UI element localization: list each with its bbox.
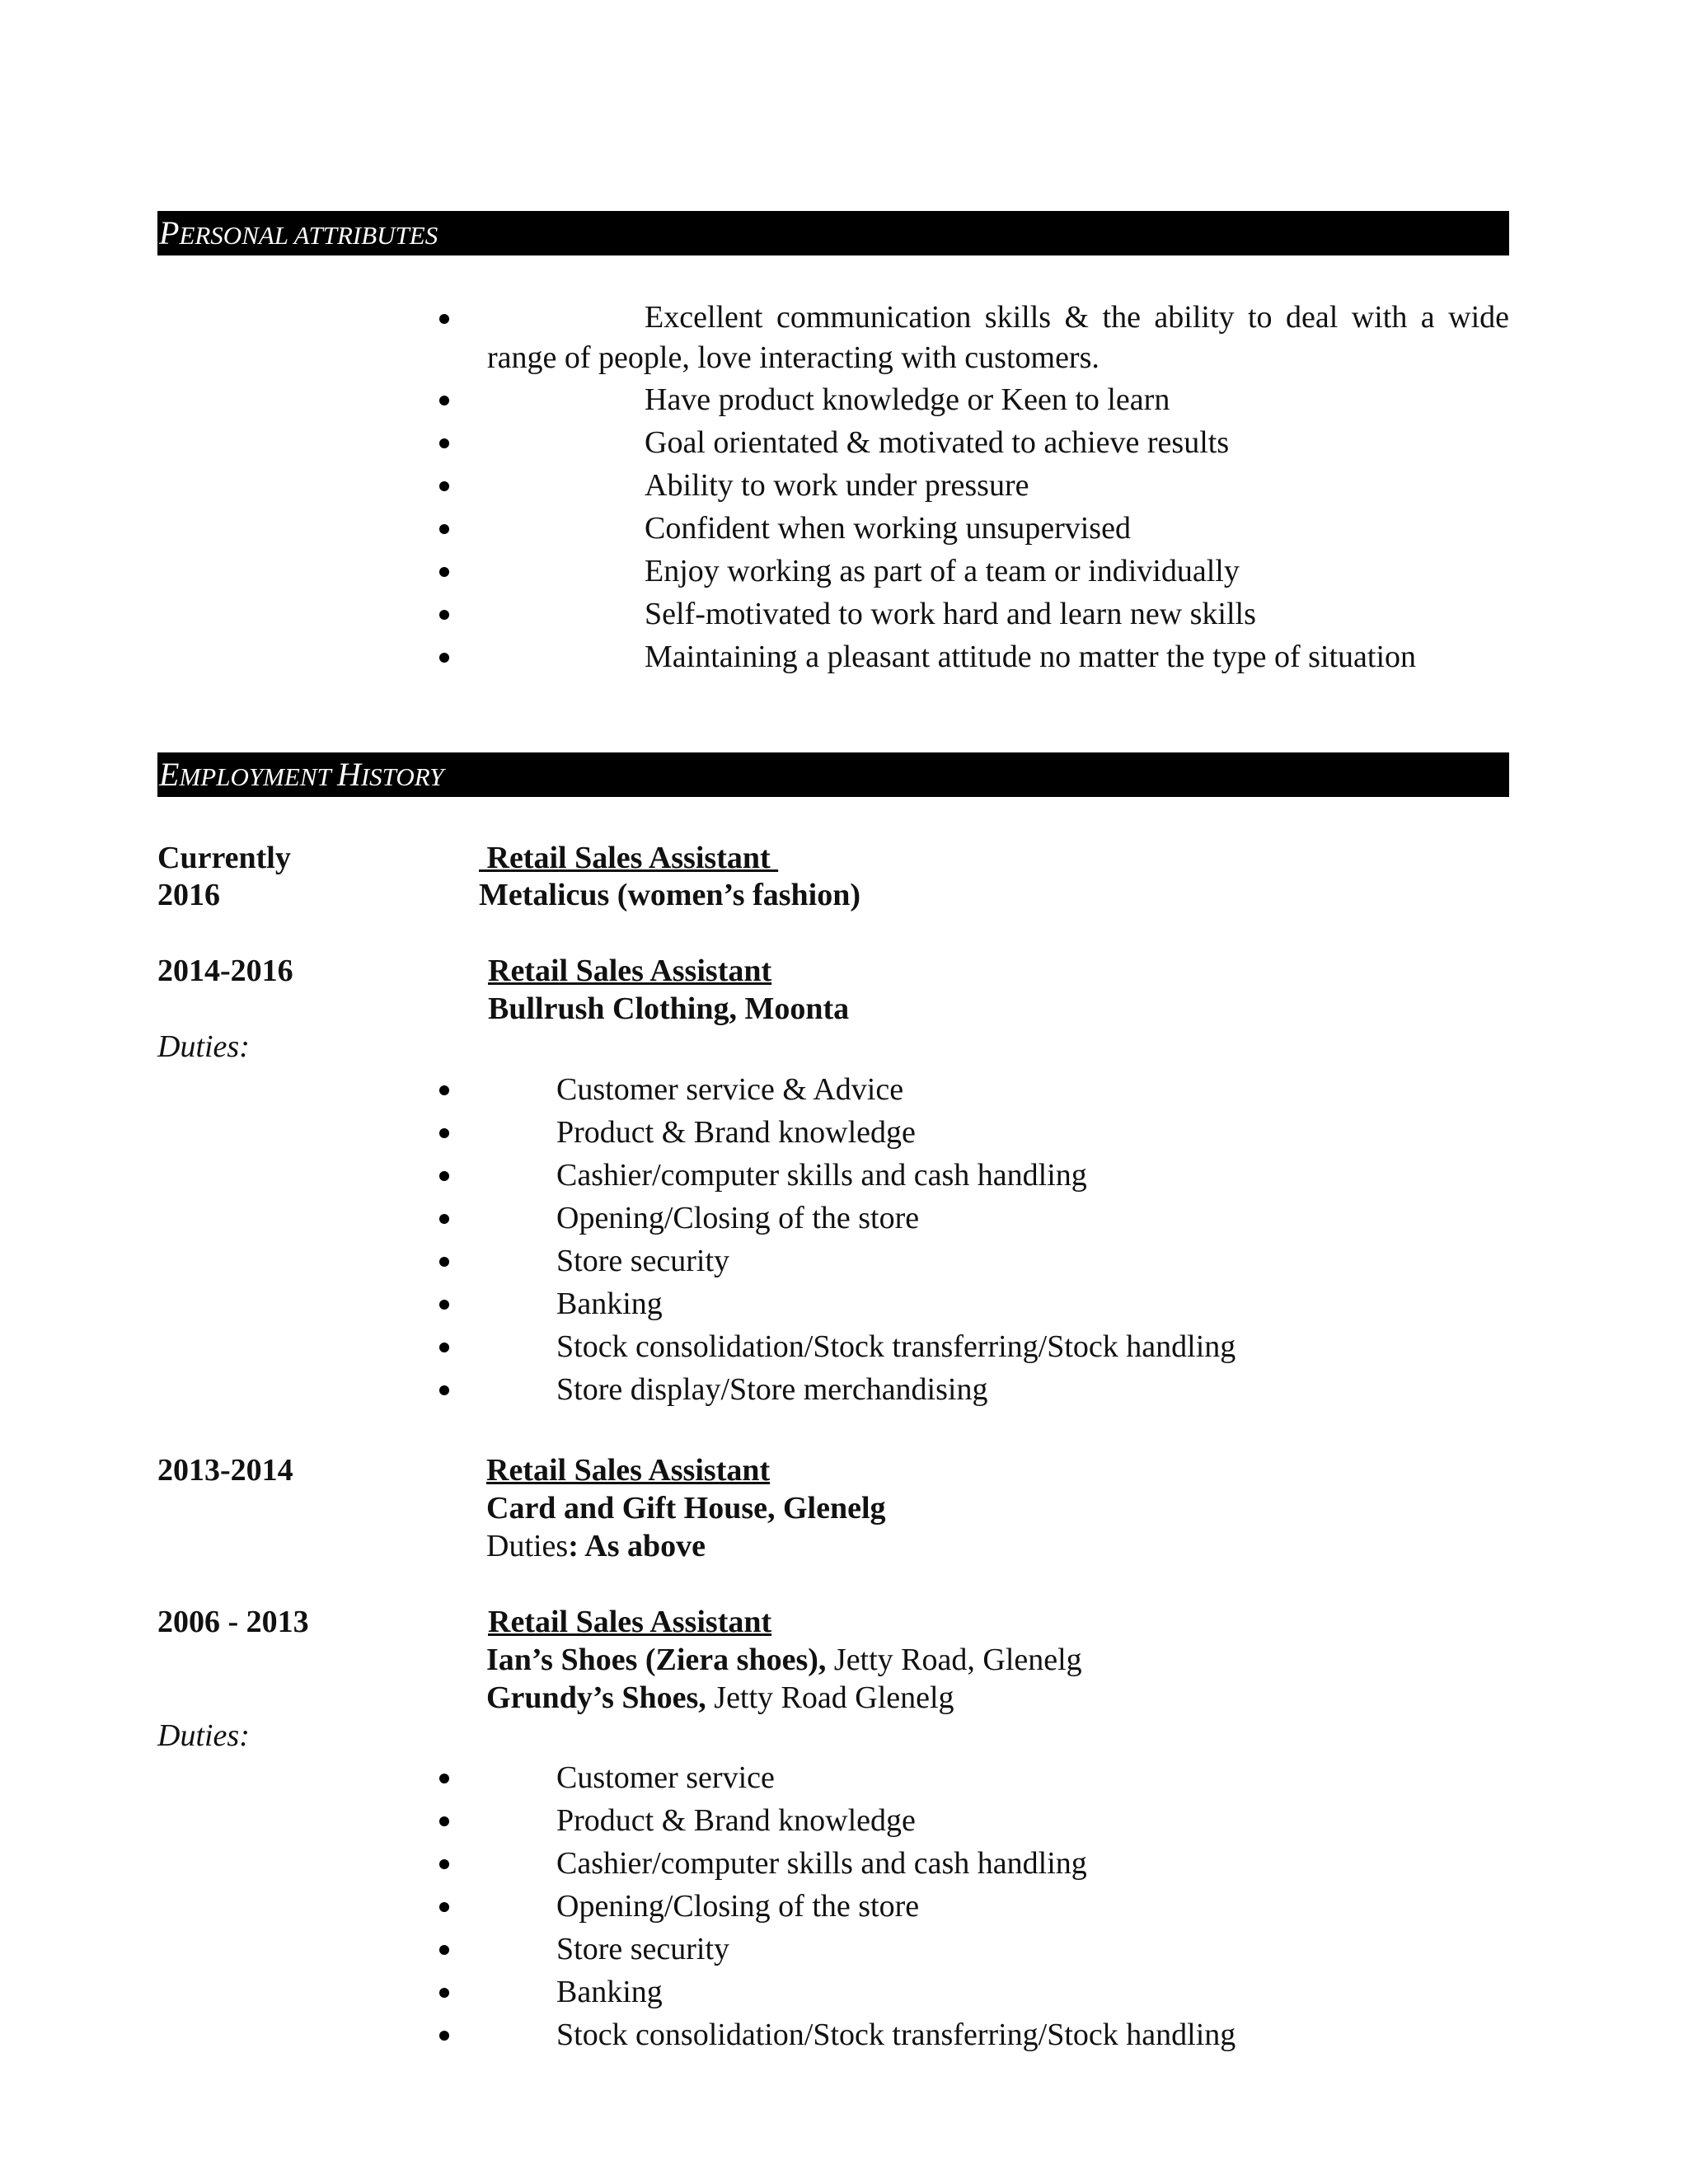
job-date: Currently [157, 841, 291, 875]
heading-cap: E [159, 756, 180, 793]
list-item [425, 593, 1509, 635]
list-item-text: Confident when working unsupervised [645, 511, 1131, 546]
bullet-icon [439, 1859, 449, 1869]
list-item-text: Maintaining a pleasant attitude no matter the type of situation [645, 640, 1417, 674]
bullet-icon [439, 1128, 449, 1138]
employer-location: Jetty Road Glenelg [706, 1680, 954, 1715]
bullet-icon [439, 1945, 449, 1955]
list-item-text: Cashier/computer skills and cash handling [556, 1158, 1087, 1193]
list-item-text: Store display/Store merchandising [556, 1372, 988, 1407]
job-date: 2013-2014 [157, 1453, 293, 1488]
list-item-text: Opening/Closing of the store [556, 1889, 920, 1924]
bullet-icon [439, 653, 449, 663]
heading-rest: ERSONAL ATTRIBUTES [179, 221, 438, 250]
list-item-text: Enjoy working as part of a team or individually [645, 554, 1240, 588]
employer-location: Jetty Road, Glenelg [826, 1643, 1082, 1677]
bullet-icon [439, 1300, 449, 1310]
job-date: 2016 [157, 878, 220, 912]
bullet-icon [439, 1816, 449, 1826]
job-title: Retail Sales Assistant [488, 1605, 772, 1639]
duties-prefix: Duties [486, 1529, 569, 1563]
bullet-icon [439, 1774, 449, 1783]
job-employer: Bullrush Clothing, Moonta [488, 991, 850, 1026]
list-item-text: Stock consolidation/Stock transferring/Stock handling [556, 2018, 1236, 2052]
list-item-text: Banking [556, 1286, 663, 1321]
bullet-icon [439, 396, 449, 405]
list-item-text: Stock consolidation/Stock transferring/Stock handling [556, 1329, 1236, 1364]
job-title: Retail Sales Assistant [486, 1453, 771, 1488]
list-item-text: Cashier/computer skills and cash handling [556, 1846, 1087, 1881]
employer-name: Ian’s Shoes (Ziera shoes), [486, 1643, 827, 1677]
list-item-text: Excellent communication skills & the ability to deal with a wide range of people, love interacting with customers. [487, 300, 1509, 375]
duties-label: Duties: [157, 1029, 250, 1064]
list-item [425, 550, 1509, 593]
heading-rest: ISTORY [360, 762, 444, 791]
list-item-text: Customer service [556, 1760, 775, 1795]
duties-line [486, 1527, 706, 1565]
list-item-text: Customer service & Advice [556, 1072, 904, 1107]
employment-history-heading [157, 752, 1509, 797]
job-employer [486, 1679, 954, 1717]
bullet-icon [439, 1385, 449, 1395]
list-item-text: Self-motivated to work hard and learn new skills [645, 597, 1256, 631]
list-item-text: Store security [556, 1244, 730, 1278]
bullet-icon [439, 1988, 449, 1998]
bullet-icon [439, 524, 449, 534]
list-item [425, 635, 1509, 678]
list-item-text: Store security [556, 1932, 730, 1966]
job-title: Retail Sales Assistant [488, 954, 772, 988]
list-item-text: Have product knowledge or Keen to learn [645, 382, 1170, 417]
job-title: Retail Sales Assistant [479, 841, 779, 875]
list-item [425, 298, 1509, 378]
bullet-icon [439, 1214, 449, 1224]
bullet-icon [439, 1257, 449, 1267]
bullet-icon [439, 1343, 449, 1352]
bullet-icon [439, 1085, 449, 1095]
list-item-text: Banking [556, 1975, 663, 2009]
heading-rest: MPLOYMENT [179, 762, 337, 791]
job-employer [486, 1641, 1082, 1679]
duties-value: : As above [568, 1529, 706, 1563]
bullet-icon [439, 1171, 449, 1181]
job-employer: Metalicus (women’s fashion) [479, 878, 860, 912]
list-item-text: Product & Brand knowledge [556, 1803, 916, 1838]
list-item-text: Product & Brand knowledge [556, 1115, 916, 1150]
bullet-icon [439, 2031, 449, 2041]
bullet-icon [439, 438, 449, 448]
bullet-icon [439, 1902, 449, 1912]
heading-cap: H [336, 756, 361, 793]
list-item [425, 378, 1509, 421]
list-item [425, 464, 1509, 507]
heading-cap: P [159, 214, 180, 251]
personal-attributes-list [425, 298, 1509, 678]
bullet-icon [439, 314, 449, 324]
employer-name: Grundy’s Shoes, [486, 1680, 706, 1715]
bullet-icon [439, 610, 449, 620]
job-date: 2014-2016 [157, 954, 293, 988]
list-item [425, 507, 1509, 550]
bullet-icon [439, 481, 449, 491]
job-employer: Card and Gift House, Glenelg [486, 1491, 886, 1526]
bullet-icon [439, 567, 449, 577]
list-item-text: Opening/Closing of the store [556, 1201, 920, 1235]
duties-label: Duties: [157, 1718, 250, 1753]
list-item [425, 421, 1509, 464]
list-item-text: Ability to work under pressure [645, 468, 1029, 503]
job-date: 2006 - 2013 [157, 1605, 309, 1639]
personal-attributes-heading [157, 211, 1509, 255]
list-item-text: Goal orientated & motivated to achieve results [645, 425, 1230, 460]
